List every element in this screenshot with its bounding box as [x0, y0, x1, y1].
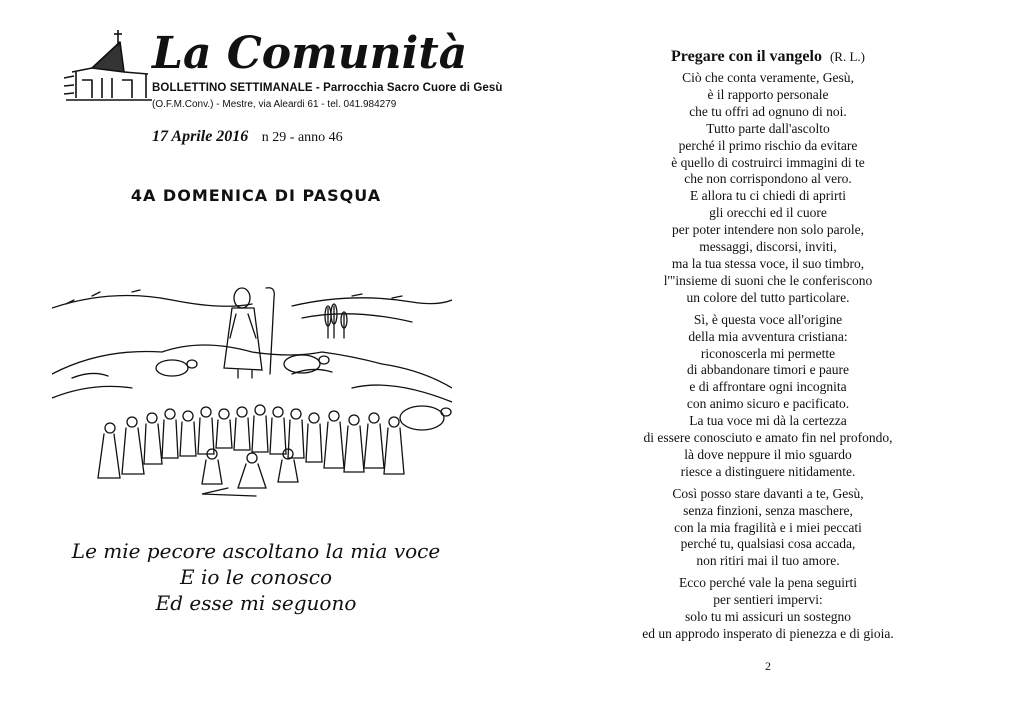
- poem-line: ma la tua stessa voce, il suo timbro,: [671, 255, 865, 271]
- poem-line: Così posso stare davanti a te, Gesù,: [672, 485, 864, 501]
- poem-line: della mia avventura cristiana:: [688, 328, 848, 344]
- issue-line: [152, 128, 343, 146]
- prayer-author: (R. L.): [829, 49, 865, 64]
- poem-line: perché tu, qualsiasi cosa accada,: [680, 536, 856, 552]
- poem-line: un colore del tutto particolare.: [686, 289, 850, 305]
- poem-line: Tutto parte dall'ascolto: [706, 120, 830, 136]
- page-number: 2: [765, 659, 771, 673]
- prayer-poem: [512, 70, 1024, 648]
- poem-line: di abbandonare timori e paure: [687, 362, 849, 378]
- poem-line: che non corrispondono al vero.: [684, 171, 852, 187]
- poem-line: non ritiri mai il tuo amore.: [696, 553, 840, 569]
- issue-year: anno 46: [297, 130, 343, 145]
- issue-date: 17 Aprile 2016: [152, 128, 249, 145]
- poem-line: La tua voce mi dà la certezza: [689, 413, 847, 429]
- poem-line: gli orecchi ed il cuore: [709, 205, 827, 221]
- poem-line: è quello di costruirci immagini di te: [671, 154, 865, 170]
- poem-line: solo tu mi assicuri un sostegno: [684, 609, 852, 625]
- gospel-verses: [0, 538, 512, 616]
- right-page: [512, 0, 1024, 724]
- poem-line: per poter intendere non solo parole,: [672, 222, 864, 238]
- poem-stanza: [512, 486, 1024, 571]
- masthead-subtitle: BOLLETTINO SETTIMANALE - Parrocchia Sacro Cuore di Gesù: [152, 82, 503, 94]
- sunday-title: 4A DOMENICA DI PASQUA: [130, 186, 382, 205]
- prayer-title: [512, 48, 1024, 66]
- poem-line: riconoscerla mi permette: [700, 345, 836, 361]
- poem-line: riesce a distinguere nitidamente.: [680, 463, 856, 479]
- poem-line: di essere conosciuto e amato fin nel profondo,: [643, 430, 893, 446]
- poem-stanza: [512, 70, 1024, 307]
- masthead-title: La Comunità: [152, 28, 468, 79]
- poem-stanza: [512, 575, 1024, 643]
- verse-line: Le mie pecore ascoltano la mia voce: [71, 539, 441, 563]
- good-shepherd-illustration-icon: [52, 278, 452, 500]
- poem-line: Ecco perché vale la pena seguirti: [678, 575, 858, 591]
- poem-line: è il rapporto personale: [707, 86, 829, 102]
- masthead-address: (O.F.M.Conv.) - Mestre, via Aleardi 61 - tel. 041.984279: [152, 99, 397, 110]
- church-drawing-icon: [62, 28, 154, 108]
- prayer-title-text: Pregare con il vangelo: [671, 48, 822, 65]
- poem-line: senza finzioni, senza maschere,: [683, 502, 853, 518]
- verse-line: Ed esse mi seguono: [155, 591, 357, 615]
- verse-line: E io le conosco: [179, 565, 332, 589]
- poem-line: Sì, è questa voce all'origine: [693, 311, 843, 327]
- poem-line: perché il primo rischio da evitare: [678, 137, 858, 153]
- poem-line: per sentieri impervi:: [713, 592, 823, 608]
- poem-line: ed un approdo insperato di pienezza e di gioia.: [642, 626, 894, 641]
- poem-stanza: [512, 312, 1024, 481]
- poem-line: l'"insieme di suoni che le conferiscono: [663, 272, 873, 288]
- poem-line: che tu offri ad ognuno di noi.: [689, 103, 847, 119]
- poem-line: Ciò che conta veramente, Gesù,: [682, 70, 854, 85]
- poem-line: e di affrontare ogni incognita: [689, 379, 847, 395]
- poem-line: E allora tu ci chiedi di aprirti: [690, 188, 846, 204]
- issue-number: n 29 -: [261, 130, 295, 145]
- poem-line: là dove neppure il mio sguardo: [684, 446, 852, 462]
- poem-line: con la mia fragilità e i miei peccati: [674, 519, 862, 535]
- poem-line: messaggi, discorsi, inviti,: [699, 239, 837, 255]
- poem-line: con animo sicuro e pacificato.: [686, 396, 850, 412]
